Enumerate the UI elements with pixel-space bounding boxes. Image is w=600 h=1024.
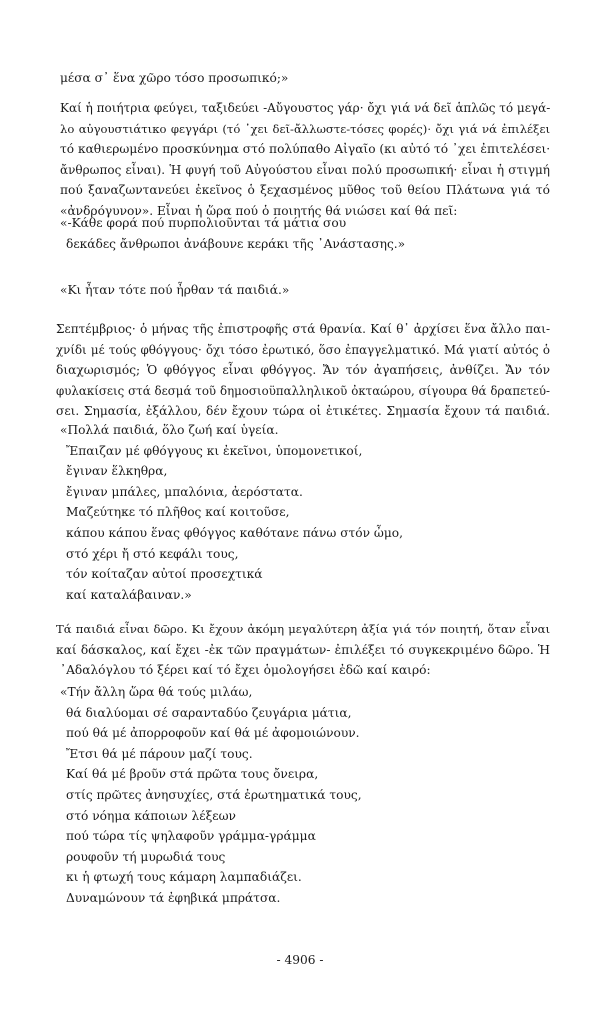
verse-line: τόν κοίταζαν αὐτοί προσεχτικά [66, 567, 263, 582]
text-line: φυλακίσεις στά δεσμά τοῦ δημοσιοϋπαλληλικοῦ ὀκταώρου, σίγουρα θά δραπετεύ- [56, 383, 550, 398]
verse-line: κάπου κάπου ἕνας φθόγγος καθότανε πάνω στόν ὦμο, [66, 525, 403, 540]
text-line: μέσα σ᾽ ἕνα χῶρο τόσο προσωπικό;» [60, 71, 289, 85]
verse-line: πού θά μέ ἀπορροφοῦν καί θά μέ ἀφομοιώνουν. [66, 726, 360, 741]
quote-4 [60, 682, 550, 909]
text-line: τό καθιερωμένο προσκύνημα στό πολύπαθο Αἰγαῖο (κι αὐτό τό ᾽χει ἐπιτελέσει· [60, 142, 551, 157]
text-line: Τά παιδιά εἶναι δῶρο. Κι ἔχουν ἀκόμη μεγαλύτερη ἀξία γιά τόν ποιητή, ὅταν εἶναι [56, 622, 550, 636]
verse-line: ρουφοῦν τή μυρωδιά τους [66, 849, 226, 864]
verse-line: «Τήν ἄλλη ὥρα θά τούς μιλάω, [60, 685, 253, 699]
verse-line: «Πολλά παιδιά, ὅλο ζωή καί ὑγεία. [60, 423, 279, 437]
verse-line: στίς πρῶτες ἀνησυχίες, στά ἐρωτηματικά τους, [66, 787, 362, 802]
verse-line: στό χέρι ἤ στό κεφάλι τους, [66, 546, 239, 561]
text-line: διαχωρισμός; Ὁ φθόγγος εἶναι φθόγγος. Ἄν τόν ἀγαπήσεις, ἀνθίζει. Ἄν τόν [56, 363, 550, 378]
verse-line: στό νόημα κάποιων λέξεων [66, 808, 236, 823]
verse-line: «-Κάθε φορά πού πυρπολιοῦνται τά μάτια σου [60, 216, 347, 230]
text-line: ἄνθρωπος εἶναι). Ἡ φυγή τοῦ Αὐγούστου εἶναι πολύ προσωπική· εἶναι ἡ στιγμή [60, 162, 550, 177]
verse-line: Ἔτσι θά μέ πάρουν μαζί τους. [66, 746, 253, 761]
verse-line: δεκάδες ἄνθρωποι ἀνάβουνε κεράκι τῆς ᾽Ανάστασης.» [66, 236, 406, 251]
quote-1 [60, 213, 550, 254]
verse-line: ἔγιναν ἕλκηθρα, [66, 464, 168, 479]
quote-2 [60, 280, 550, 301]
verse-line: Δυναμώνουν τά ἐφηβικά μπράτσα. [66, 890, 281, 905]
text-line: Καί ἡ ποιήτρια φεύγει, ταξιδεύει -Αὔγουστος γάρ· ὄχι γιά νά δεῖ ἁπλῶς τό μεγά- [60, 101, 551, 115]
quote-3 [60, 420, 550, 605]
verse-line: Μαζεύτηκε τό πλῆθος καί κοιτοῦσε, [66, 505, 290, 520]
verse-line: «Κι ἦταν τότε πού ἦρθαν τά παιδιά.» [60, 283, 290, 297]
paragraph-3 [56, 619, 550, 681]
paragraph-2 [56, 319, 550, 422]
verse-line: καί καταλάβαιναν.» [66, 587, 192, 602]
text-line: Σεπτέμβριος· ὁ μήνας τῆς ἐπιστροφῆς στά θρανία. Καί θ᾽ ἀρχίσει ἕνα ἄλλο παι- [56, 322, 550, 336]
paragraph-1 [60, 98, 550, 222]
page-number: - 4906 - [276, 953, 324, 967]
text-line: «ἀνδρόγυνον». Εἶναι ἡ ὥρα πού ὁ ποιητής θά νιώσει καί θά πεῖ: [60, 203, 458, 218]
intro-line [60, 68, 550, 89]
text-line: σει. Σημασία, ἐξάλλου, δέν ἔχουν τώρα οἱ ἐτικέτες. Σημασία ἔχουν τά παιδιά. [56, 404, 550, 419]
verse-line: Ἔπαιζαν μέ φθόγγους κι ἐκεῖνοι, ὑπομονετικοί, [66, 443, 363, 458]
verse-line: ἔγιναν μπάλες, μπαλόνια, ἀερόστατα. [66, 484, 303, 499]
verse-line: θά διαλύομαι σέ σαρανταδύο ζευγάρια μάτια, [66, 705, 352, 720]
text-line: ᾽Αδαλόγλου τό ξέρει καί τό ἔχει ὁμολογήσει ἐδῶ καί καιρό: [60, 663, 431, 678]
text-line: λο αὐγουστιάτικο φεγγάρι (τό ᾽χει δεῖ-ἄλλωστε-τόσες φορές)· ὄχι γιά νά ἐπιλέξει [60, 121, 550, 136]
text-line: χνίδι μέ τούς φθόγγους· ὄχι τόσο ἐρωτικό, ὅσο ἐπαγγελματικό. Μά γιατί αὐτός ὁ [56, 342, 550, 357]
text-line: καί δάσκαλος, καί ἔχει -ἐκ τῶν πραγμάτων- ἐπιλέξει τό συγκεκριμένο δῶρο. Ἡ [56, 642, 550, 657]
verse-line: πού τώρα τίς ψηλαφοῦν γράμμα-γράμμα [66, 829, 316, 844]
verse-line: Καί θά μέ βροῦν στά πρῶτα τους ὄνειρα, [66, 767, 319, 782]
verse-line: κι ἡ φτωχή τους κάμαρη λαμπαδιάζει. [66, 870, 302, 885]
text-line: πού ξαναζωντανεύει ἐκεῖνος ὁ ξεχασμένος μῦθος τοῦ θείου Πλάτωνα γιά τό [60, 183, 550, 198]
